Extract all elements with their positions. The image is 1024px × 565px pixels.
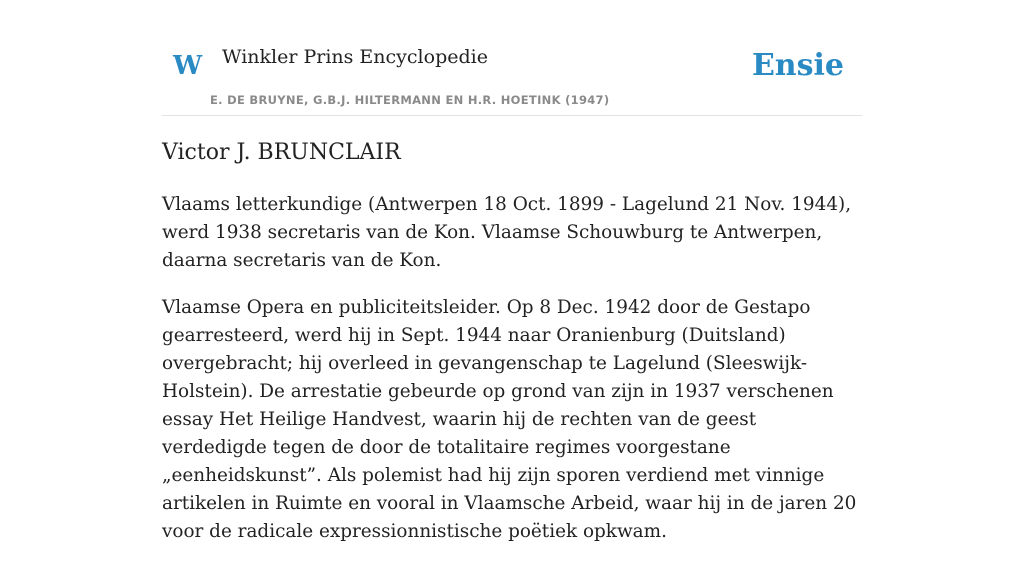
encyclopedia-title[interactable]: Winkler Prins Encyclopedie: [222, 46, 488, 68]
encyclopedia-logo-icon[interactable]: W: [173, 51, 203, 81]
page: [162, 0, 862, 542]
article-paragraph: Vlaamse Opera en publiciteitsleider. Op 8 Dec. 1942 door de Gestapo gearresteerd, werd hij in Sept. 1944 naar Oranienburg (Duitsland) overgebracht; hij overleed in gevangenschap te Lagelund (Sleeswijk-Holstein). De arrestatie gebeurde op grond van zijn in 1937 verschenen essay Het Heilige Handvest, waarin hij de rechten van de geest verdedigde tegen de door de totalitaire regimes voorgestane „eenheidskunst”. Als polemist had hij zijn sporen verdiend met vinnige artikelen in Ruimte en vooral in Vlaamsche Arbeid, waar hij in de jaren 20 voor de radicale expressionnistische poëtiek opkwam.: [162, 297, 857, 542]
article-paragraph: Vlaams letterkundige (Antwerpen 18 Oct. 1899 - Lagelund 21 Nov. 1944), werd 1938 secretaris van de Kon. Vlaamse Schouwburg te Antwerpen, daarna secretaris van de Kon.: [162, 194, 852, 271]
ensie-logo[interactable]: Ensie: [751, 48, 844, 83]
header: [162, 0, 862, 116]
encyclopedia-authors: E. DE BRUYNE, G.B.J. HILTERMANN EN H.R. HOETINK (1947): [210, 93, 610, 107]
article-title: Victor J. BRUNCLAIR: [162, 140, 401, 165]
article-body: [162, 191, 862, 565]
